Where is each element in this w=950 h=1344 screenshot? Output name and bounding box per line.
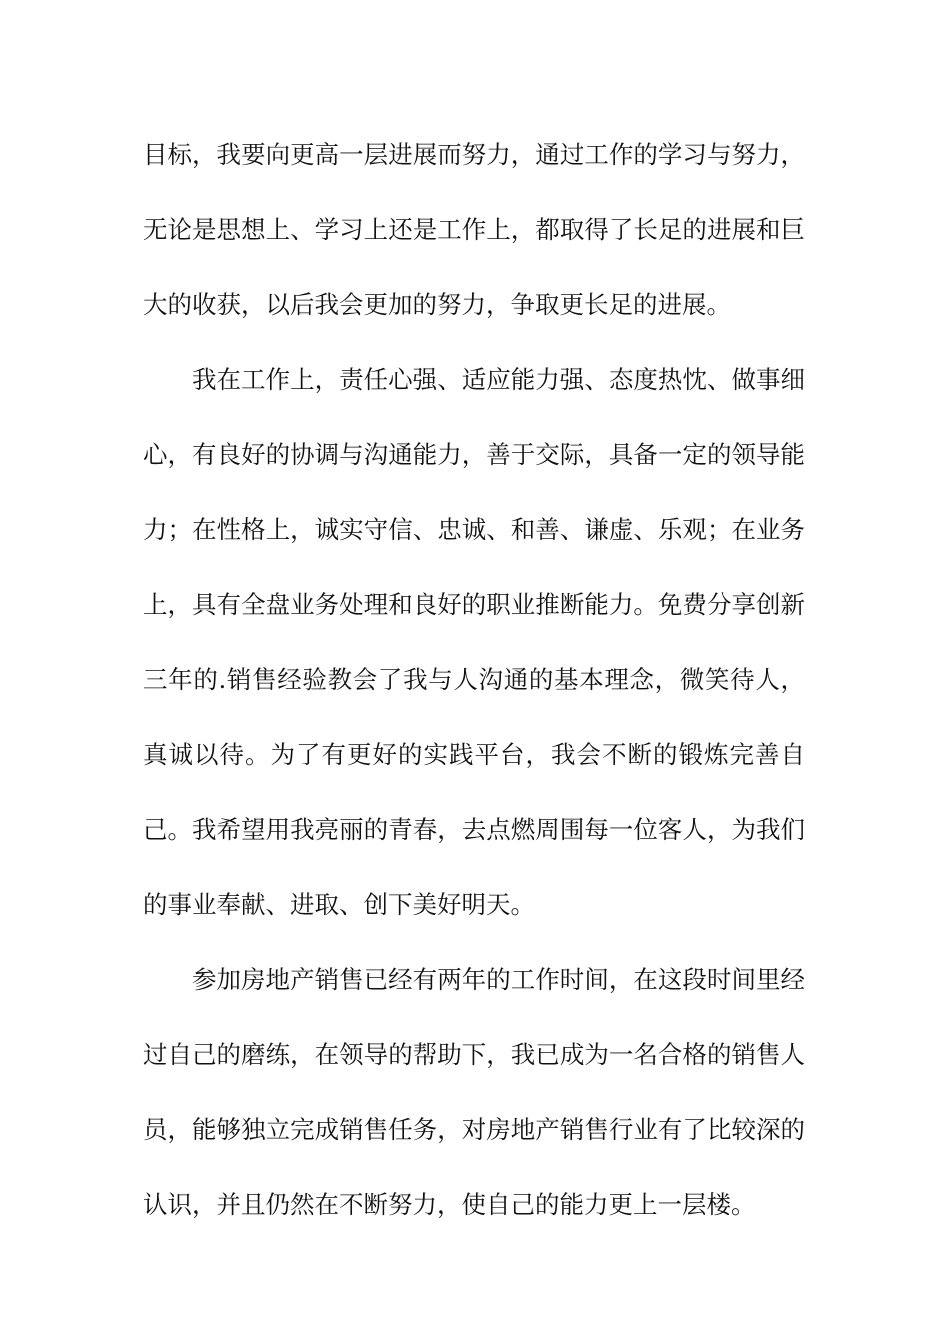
paragraph-2: 我在工作上，责任心强、适应能力强、态度热忱、做事细心，有良好的协调与沟通能力，善于交际，具备一定的领导能力；在性格上，诚实守信、忠诚、和善、谦虚、乐观；在业务上，具有全盘业务处理和良好的职业推断能力。免费分享创新三年的.销售经验教会了我与人沟通的基本理念，微笑待人，真诚以待。为了有更好的实践平台，我会不断的锻炼完善自己。我希望用我亮丽的青春，去点燃周围每一位客人，为我们的事业奉献、进取、创下美好明天。 <box>143 365 805 919</box>
document-body <box>143 117 805 1242</box>
paragraph-3: 参加房地产销售已经有两年的工作时间，在这段时间里经过自己的磨练，在领导的帮助下，我已成为一名合格的销售人员，能够独立完成销售任务，对房地产销售行业有了比较深的认识，并且仍然在不断努力，使自己的能力更上一层楼。 <box>143 965 805 1219</box>
paragraph-1: 目标，我要向更高一层进展而努力，通过工作的学习与努力，无论是思想上、学习上还是工作上，都取得了长足的进展和巨大的收获，以后我会更加的努力，争取更长足的进展。 <box>143 140 805 319</box>
